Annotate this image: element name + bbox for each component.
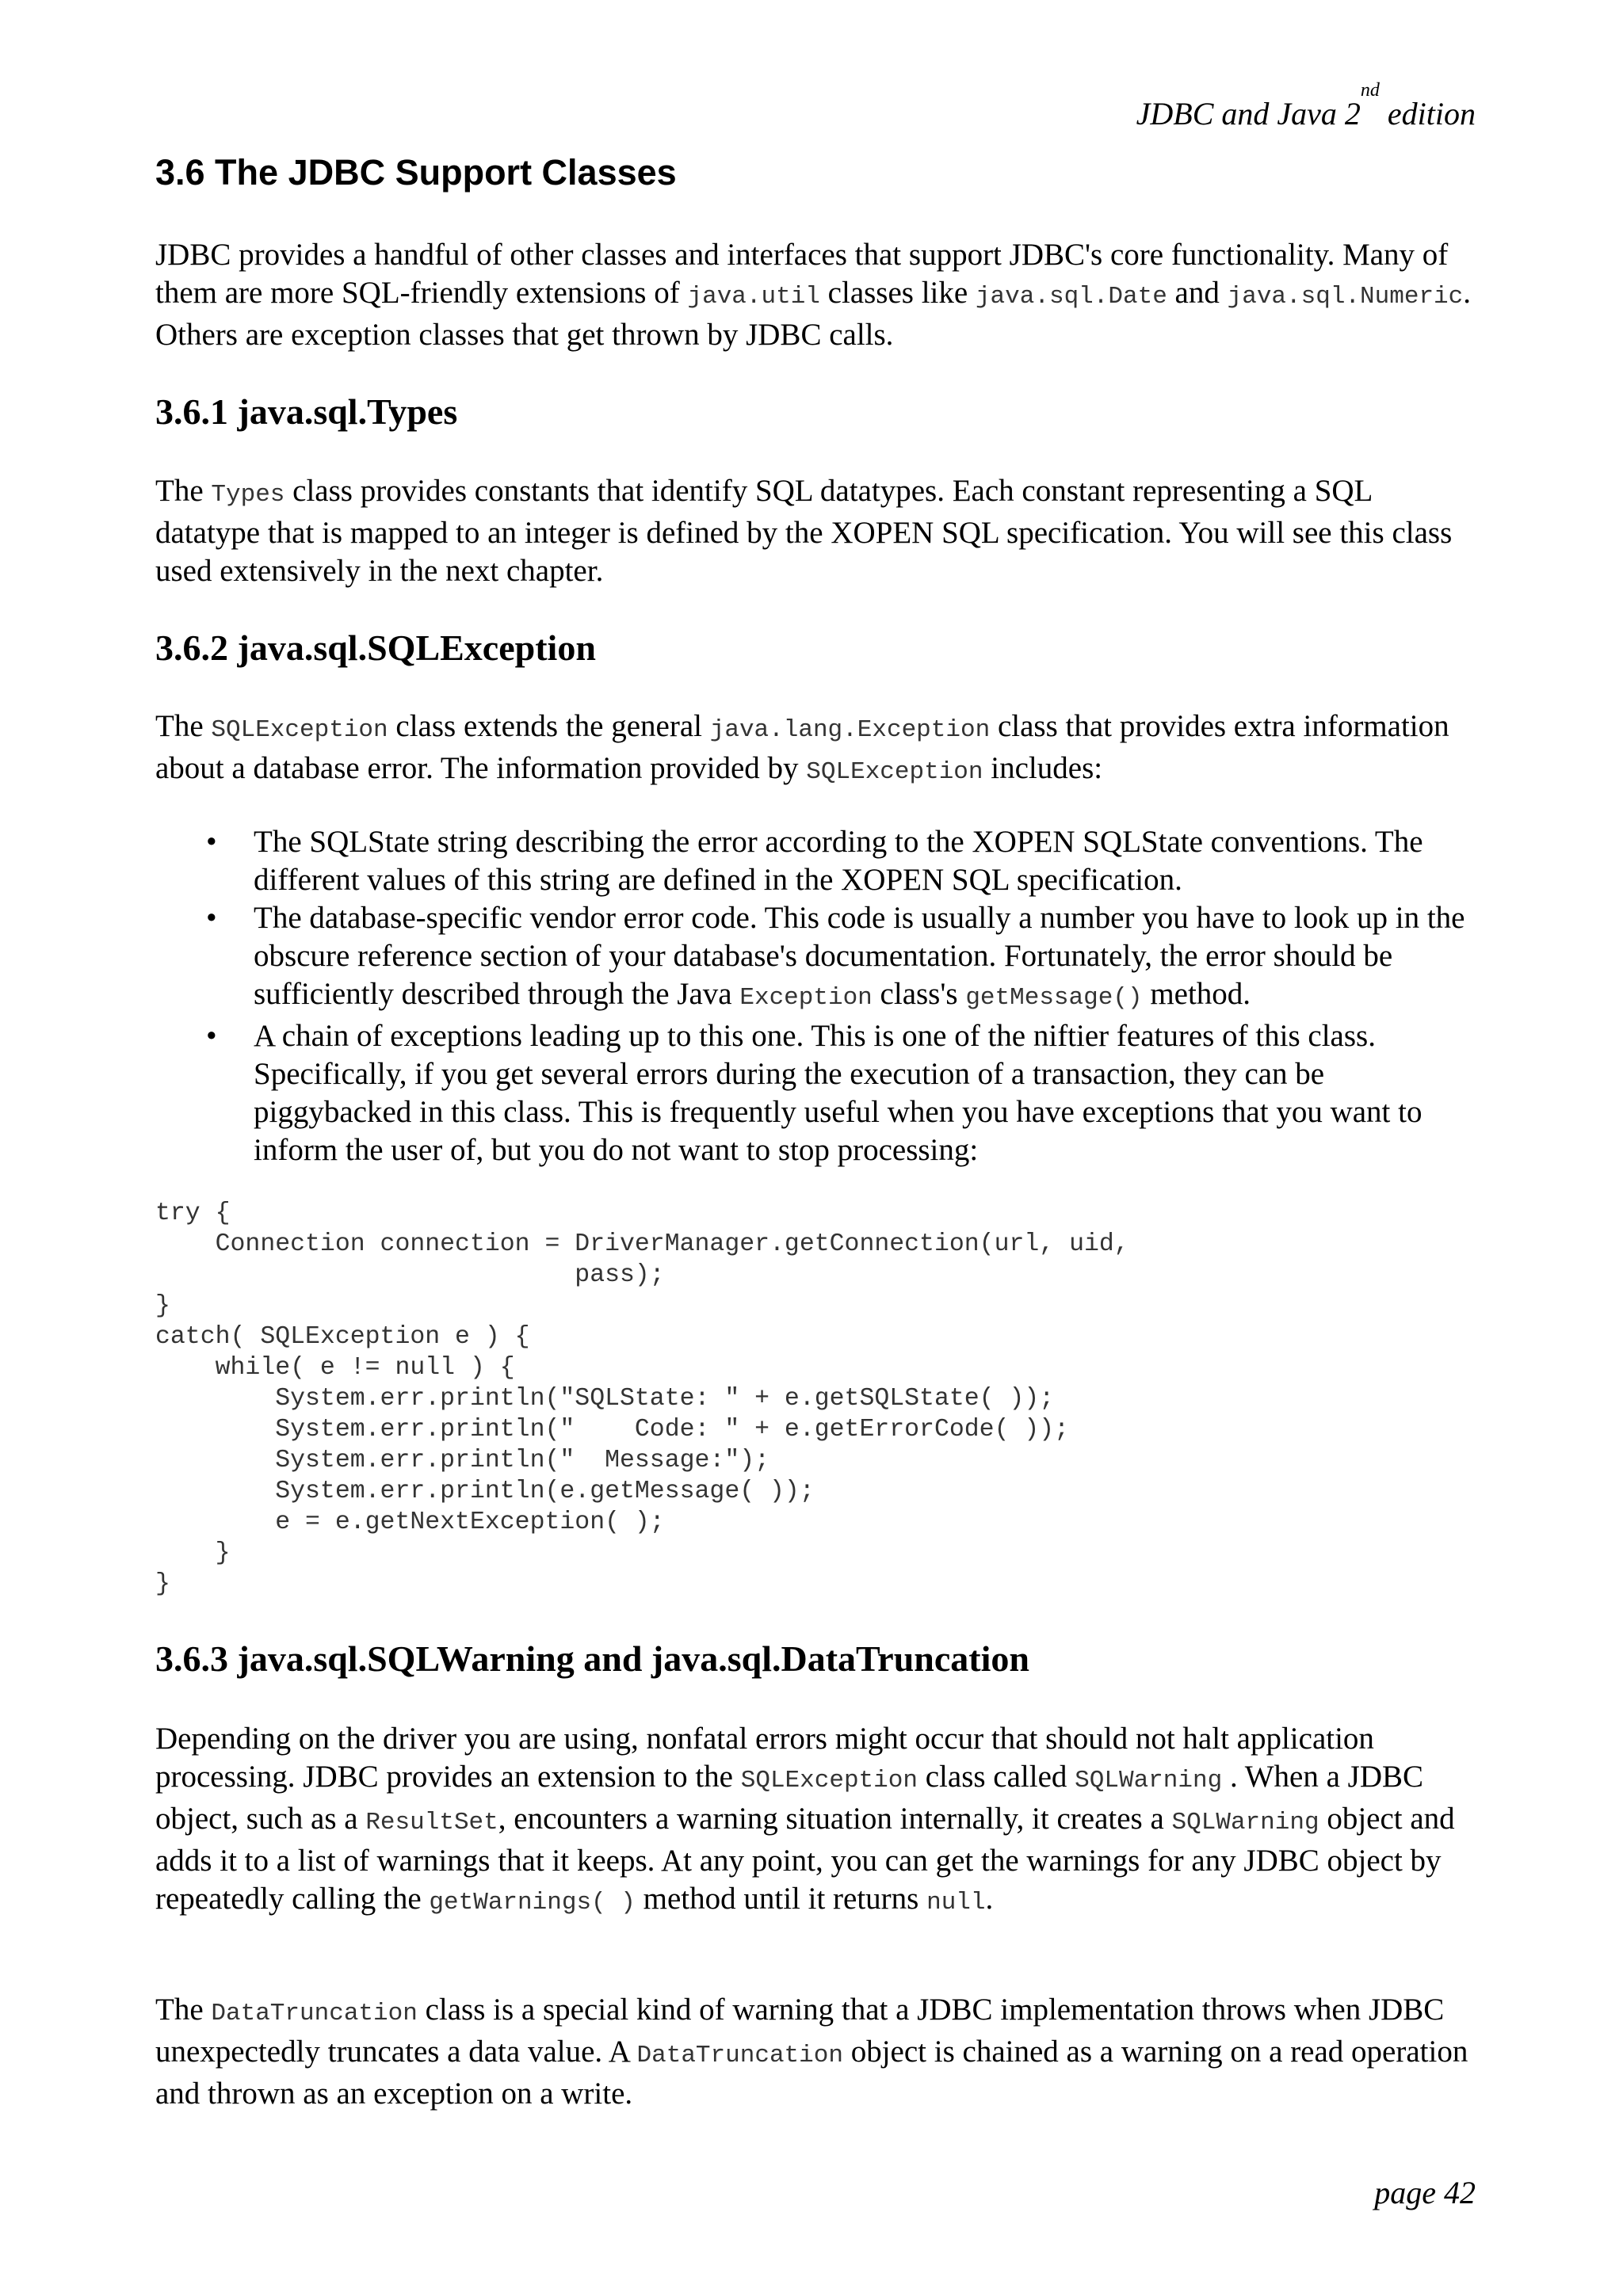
header-title-suffix: edition (1379, 96, 1476, 132)
section-heading-3-6-3: 3.6.3 java.sql.SQLWarning and java.sql.DataTruncation (155, 1638, 1029, 1679)
paragraph-sqlexception: The SQLException class extends the general java.lang.Exception class that provides extra information about a database error. The information provided by SQLException includes: (155, 709, 1449, 786)
paragraph-sqlwarning: Depending on the driver you are using, nonfatal errors might occur that should not halt application processing. JDBC provides an extension to the SQLException class called SQLWarning . When a JDBC object, such as a ResultSet, encounters a warning situation internally, it creates a SQLWarning object and adds it to a list of warnings that it keeps. At any point, you can get the warnings for any JDBC object by repeatedly calling the getWarnings( ) method until it returns null. (155, 1722, 1455, 1917)
section-heading-3-6: 3.6 The JDBC Support Classes (155, 152, 677, 193)
list-item: • The database-specific vendor error code. This code is usually a number you have to look up in the obscure reference section of your database's documentation. Fortunately, the error should be sufficiently described through the Java Exception class's getMessage() method. (155, 899, 1475, 1017)
section-heading-3-6-2: 3.6.2 java.sql.SQLException (155, 627, 596, 668)
list-item: • The SQLState string describing the error according to the XOPEN SQLState conventions. The different values of this string are defined in the XOPEN SQL specification. (155, 823, 1475, 899)
paragraph-datatruncation: The DataTruncation class is a special kind of warning that a JDBC implementation throws when JDBC unexpectedly truncates a data value. A DataTruncation object is chained as a warning on a read operation and thrown as an exception on a write. (155, 1993, 1468, 2111)
header-superscript: nd (1360, 80, 1380, 101)
list-item: • A chain of exceptions leading up to this one. This is one of the niftier features of this class. Specifically, if you get several errors during the execution of a transaction, they can be piggybacked in this class. This is frequently useful when you have exceptions that you want to inform the user of, but you do not want to stop processing: (155, 1017, 1475, 1169)
code-sample: try { Connection connection = DriverManager.getConnection(url, uid, pass); } catch( SQLException e ) { while( e != null ) { System.err.println("SQLState: " + e.getSQLState( )); System.err.println(" Code: " + e.getErrorCode( )); System.err.println(" Message:"); System.err.println(e.getMessage( )); e = e.getNextException( ); } } (155, 1199, 1129, 1598)
header-title: JDBC and Java 2 (1136, 96, 1361, 132)
paragraph-types: The Types class provides constants that identify SQL datatypes. Each constant representing a SQL datatype that is mapped to an integer is defined by the XOPEN SQL specification. You will see this class used extensively in the next chapter. (155, 474, 1453, 588)
page-number: page 42 (1374, 2175, 1476, 2210)
sqlexception-info-list (155, 823, 1475, 1169)
paragraph-support-classes: JDBC provides a handful of other classes and interfaces that support JDBC's core functionality. Many of them are more SQL-friendly extensions of java.util classes like java.sql.Date and java.sql.Numeric. Others are exception classes that get thrown by JDBC calls. (155, 238, 1472, 352)
section-heading-3-6-1: 3.6.1 java.sql.Types (155, 391, 458, 432)
running-header (1136, 80, 1476, 133)
